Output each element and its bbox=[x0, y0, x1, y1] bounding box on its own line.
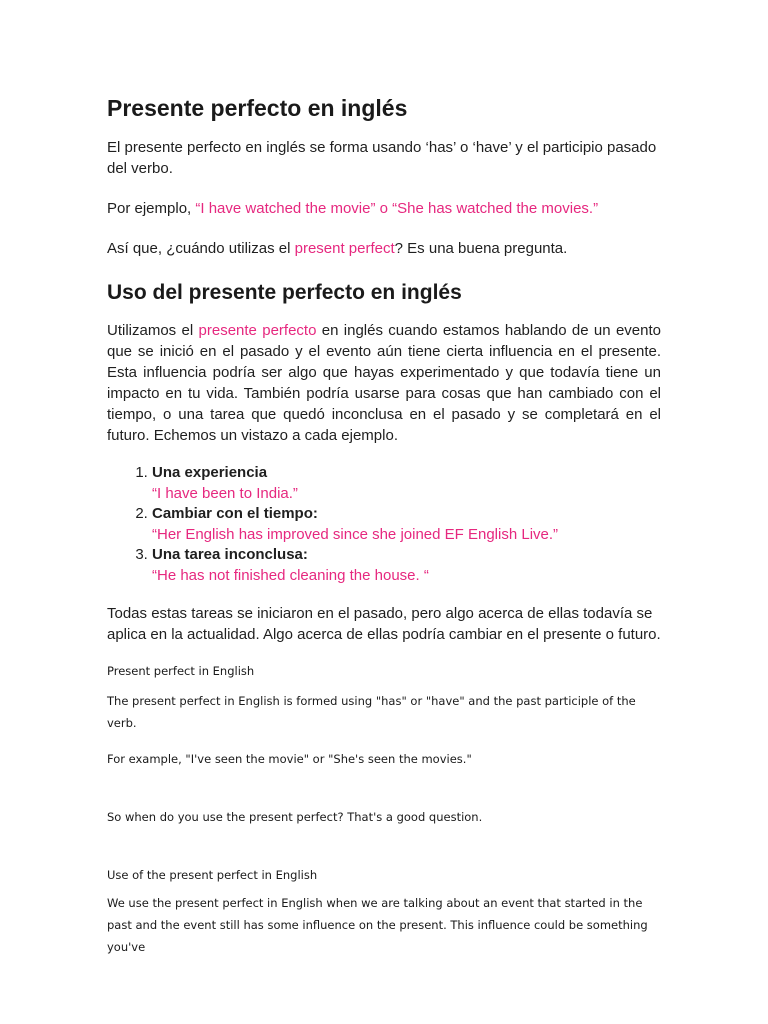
english-title: Present perfect in English bbox=[107, 664, 255, 678]
intro-text-3b: ? Es una buena pregunta. bbox=[394, 240, 568, 257]
english-paragraph-2: For example, "I've seen the movie" or "She's seen the movies." bbox=[107, 752, 472, 766]
page-title: Presente perfecto en inglés bbox=[107, 95, 408, 121]
english-section-paragraph: We use the present perfect in English when we are talking about an event that started in the past and the event still has some influence on the present. This influence could be something you've bbox=[107, 896, 648, 954]
closing-paragraph: Todas estas tareas se iniciaron en el pasado, pero algo acerca de ellas todavía se aplica en la actualidad. Algo acerca de ellas podría cambiar en el presente o futuro. bbox=[107, 605, 661, 643]
presente-perfecto-link[interactable]: presente perfecto bbox=[198, 322, 317, 339]
english-paragraph-1: The present perfect in English is formed using "has" or "have" and the past participle of the verb. bbox=[107, 694, 636, 730]
section-text-a: Utilizamos el bbox=[107, 322, 199, 339]
list-item-label: Una tarea inconclusa: bbox=[152, 546, 308, 563]
section-text-b: en inglés cuando estamos hablando de un evento que se inició en el pasado y el evento aún tiene cierta influencia en el presente. Esta influencia podría ser algo que hayas experimentado y que todavía tiene un impacto en tu vida. También podría usarse para cosas que han cambiado con el tiempo, o una tarea que quedó inconclusa en el pasado y se completará en el futuro. Echemos un vistazo a cada ejemplo. bbox=[107, 322, 661, 444]
intro-paragraph-2 bbox=[107, 198, 661, 219]
intro-paragraph-1 bbox=[107, 137, 661, 179]
intro-text-3a: Así que, ¿cuándo utilizas el bbox=[107, 240, 295, 257]
list-item-example: “Her English has improved since she joined EF English Live.” bbox=[152, 525, 559, 543]
section-title: Uso del presente perfecto en inglés bbox=[107, 281, 462, 304]
examples-list bbox=[107, 463, 672, 586]
intro-text-1: El presente perfecto en inglés se forma usando ‘has’ o ‘have’ y el participio pasado del verbo. bbox=[107, 139, 657, 177]
list-item-example: “I have been to India.” bbox=[152, 484, 298, 502]
intro-text-2: Por ejemplo, bbox=[107, 200, 196, 217]
english-section-title: Use of the present perfect in English bbox=[107, 868, 318, 882]
list-item bbox=[152, 504, 672, 545]
example-quote: “I have watched the movie” o “She has watched the movies.” bbox=[195, 200, 599, 217]
intro-paragraph-3 bbox=[107, 238, 661, 259]
list-item bbox=[152, 463, 672, 504]
english-paragraph-3: So when do you use the present perfect? That's a good question. bbox=[107, 810, 483, 824]
present-perfect-link[interactable]: present perfect bbox=[294, 240, 395, 257]
list-item-label: Una experiencia bbox=[152, 464, 268, 481]
list-item-example: “He has not finished cleaning the house. “ bbox=[152, 566, 429, 584]
list-item-label: Cambiar con el tiempo: bbox=[152, 505, 318, 522]
list-item bbox=[152, 545, 672, 586]
section-paragraph bbox=[107, 320, 661, 446]
